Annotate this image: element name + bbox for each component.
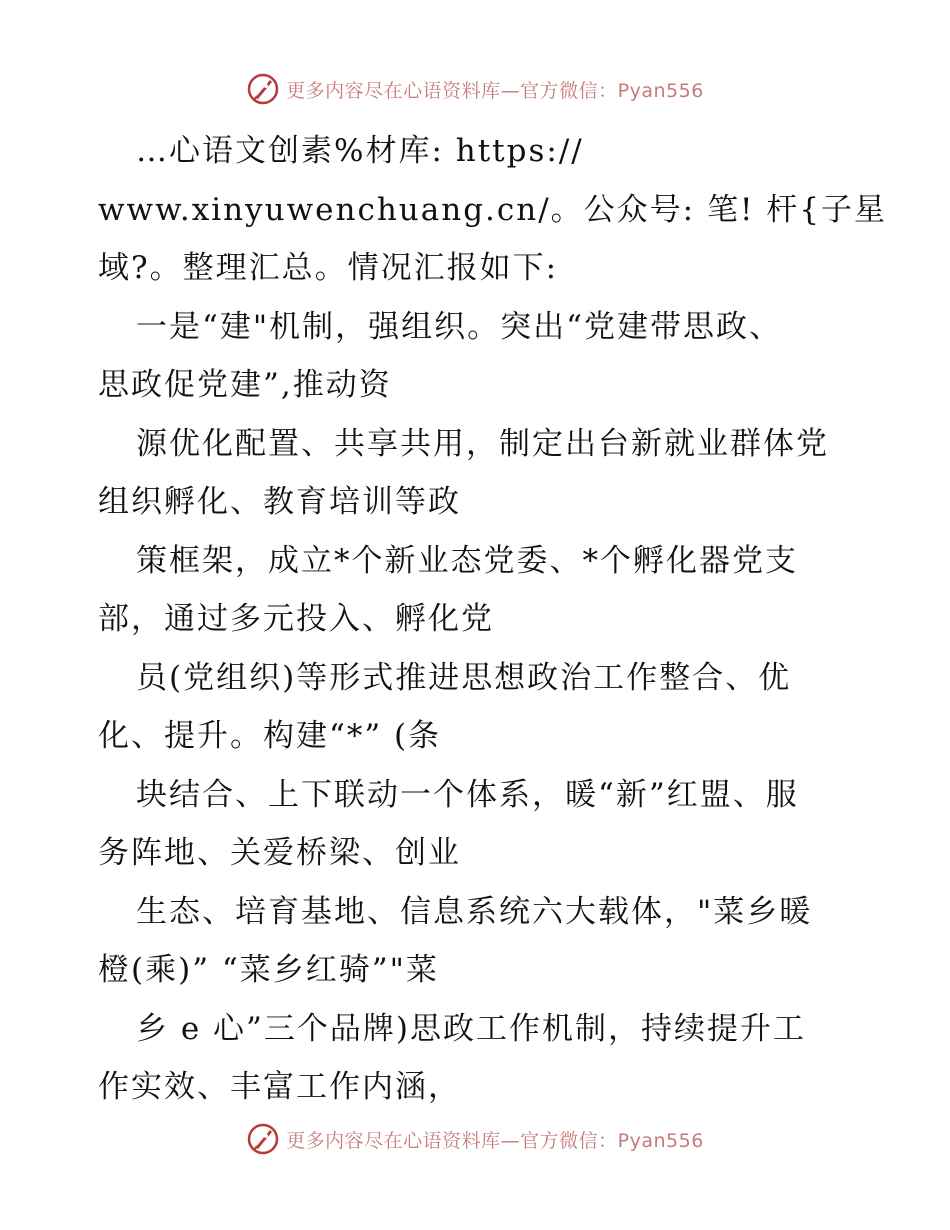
text-line: 生态、培育基地、信息系统六大载体，"菜乡暖 [136, 893, 813, 930]
text-line: 策框架，成立*个新业态党委、*个孵化器党支 [136, 542, 798, 579]
text-line: 域?。整理汇总。情况汇报如下: [98, 250, 559, 286]
text-line: 源优化配置、共享共用，制定出台新就业群体党 [136, 425, 829, 462]
feather-pen-icon [246, 72, 280, 106]
header-banner [0, 72, 950, 106]
text-line: 一是“建"机制，强组织。突出“党建带思政、 [136, 308, 782, 345]
text-line: 乡 e 心”三个品牌)思政工作机制，持续提升工 [136, 1010, 806, 1047]
text-line: www.xinyuwenchuang.cn/。公众号: 笔! 杆{子星 [98, 191, 888, 228]
text-line: 务阵地、关爱桥梁、创业 [98, 835, 461, 871]
header-banner-text: 更多内容尽在心语资料库—官方微信：Pyan556 [286, 79, 704, 102]
text-line: 块结合、上下联动一个体系，暖“新”红盟、服 [136, 776, 799, 813]
text-line: 橙(乘)” “菜乡红骑”"菜 [98, 952, 439, 988]
text-line: 作实效、丰富工作内涵， [98, 1069, 461, 1105]
document-body [98, 122, 888, 1117]
text-line: 思政促党建”,推动资 [98, 367, 392, 403]
feather-pen-icon [246, 1122, 280, 1156]
footer-banner-text: 更多内容尽在心语资料库—官方微信：Pyan556 [286, 1129, 704, 1152]
text-line: 化、提升。构建“*” (条 [98, 718, 442, 754]
text-line: 部，通过多元投入、孵化党 [98, 601, 494, 637]
text-line: 组织孵化、教育培训等政 [98, 484, 461, 520]
footer-banner [0, 1122, 950, 1156]
text-line: …心语文创素%材库: https:// [136, 133, 584, 169]
text-line: 员(党组织)等形式推进思想政治工作整合、优 [136, 659, 792, 696]
